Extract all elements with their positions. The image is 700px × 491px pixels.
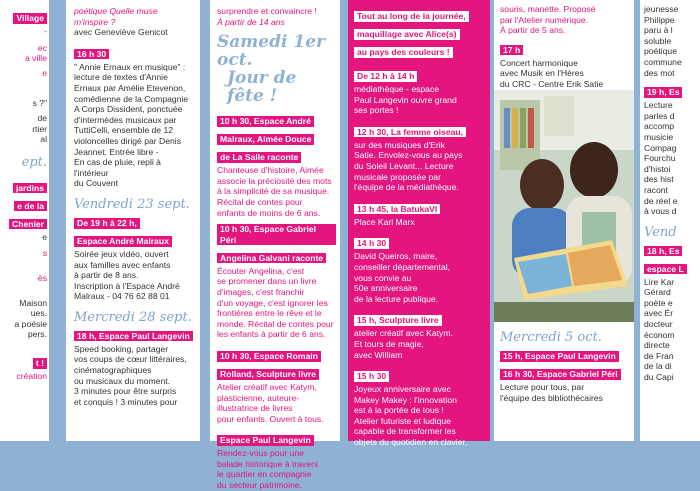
col4-text: Place Karl Marx [354, 216, 415, 227]
col3-event-3-head [217, 346, 336, 382]
col5-line: l'équipe des bibliothécaires [500, 392, 603, 403]
col1-bar: Chenier [9, 219, 47, 230]
col5-line: Lecture pour tous, par [500, 382, 585, 392]
col3-line: du secteur patrimoine. [217, 480, 303, 491]
col5-time-bar: 17 h [500, 45, 523, 56]
col1-bar: e de la [14, 201, 47, 212]
col2-line: ou musicaux du moment. [74, 375, 171, 386]
col3-line: Écouter Angelina, c'est [217, 265, 305, 276]
col6-line: Gérard [644, 287, 671, 298]
col1-text: s ?" [32, 98, 47, 109]
col3-intro: surprendre et convaincre ! [217, 6, 317, 16]
col3-event-title: 10 h 30, Espace Gabriel Péri [217, 224, 336, 245]
col3-event-2-head [217, 224, 336, 266]
col6-line: parles d [644, 110, 675, 121]
col3-day-subheading: Jour de fête ! [227, 68, 297, 107]
col6-line: des mot [644, 67, 675, 78]
col3-line: Récital de contes pour [217, 196, 303, 207]
col2-time-bar: 16 h 30 [74, 49, 109, 60]
col6-text [644, 4, 700, 78]
col1-text: pers. [27, 329, 47, 340]
col1-text: e [42, 231, 47, 242]
col4-line: 50e anniversaire [354, 283, 418, 294]
col6-time-bar: 18 h, Es [644, 246, 682, 257]
col1-text: ues. [30, 308, 47, 319]
col4-line: l'équipe de la médiathèque. [354, 182, 459, 193]
col4-heading-line: Tout au long de la journée, [354, 11, 469, 22]
col4-line: objets du quotidien en clavier, [354, 437, 468, 448]
col4-time-bar: De 12 h à 14 h [354, 71, 417, 82]
col4-line: Satie. Envolez-vous au pays [354, 150, 463, 161]
col5-block [500, 382, 630, 403]
col4-line: Makey Makey : l'innovation [354, 394, 457, 405]
col4-line: Et tours de magie, [354, 338, 424, 349]
col3-event-title: Malraux, Aimée Douce [217, 134, 314, 145]
col6-line: directe [644, 340, 670, 351]
col3-line: frontières entre le rêve et le [217, 308, 322, 319]
col5-time-bar: 16 h 30, Espace Gabriel Péri [500, 369, 621, 380]
col4-block [354, 84, 486, 116]
col1-bar: jardins [13, 183, 47, 194]
col3-line: balade historique à travers [217, 458, 319, 469]
col4-line: Paul Langevin ouvre grand [354, 94, 457, 105]
col6-line: musicie [644, 131, 674, 142]
col1-text: a poésie [14, 318, 47, 329]
col4-line: Atelier futuriste et ludique [354, 415, 451, 426]
col1-text: ec [37, 42, 47, 53]
col6-line: Lire Kar [644, 276, 675, 287]
col1-text: ès [37, 272, 47, 283]
col5-line: À partir de 5 ans. [500, 25, 566, 36]
col2-line: 3 minutes pour être surpris [74, 386, 177, 397]
col1-text: - [44, 26, 47, 36]
col1-day-heading: ept. [21, 154, 47, 170]
col6-line: de Fran [644, 350, 674, 361]
col6-line: poète e [644, 297, 673, 308]
col6-line: Philippe [644, 14, 675, 25]
col3-line: à la simplicité de sa musique. [217, 186, 330, 197]
col4-line: capable de transformer les [354, 426, 456, 437]
col1-village-bar: Village [13, 13, 47, 24]
col6-line: avec Ér [644, 308, 674, 319]
col4-line: atelier créatif avec Katym. [354, 328, 453, 339]
col1-text: création [16, 370, 47, 381]
col4-block [354, 251, 486, 304]
col3-event-4-head: Espace Paul Langevin [217, 435, 314, 446]
col1-text: de [37, 112, 47, 123]
col5-line: du CRC - Centre Erik Satie [500, 78, 604, 89]
col6-line: de réel e [644, 195, 678, 206]
col3-event-3-body [217, 382, 336, 424]
col6-line: Compag [644, 142, 677, 153]
col6-text [644, 277, 700, 383]
col3-intro: À partir de 14 ans [217, 16, 285, 27]
col1-bar: t ! [33, 358, 47, 369]
col3-event-title: Rolland, Sculpture livre [217, 369, 319, 380]
col4-time-bar: 12 h 30, La femme oiseau, [354, 127, 466, 138]
col3-line: se promener dans un livre [217, 276, 317, 287]
col2-block-3 [74, 344, 196, 408]
col3-line: le quartier en compagnie [217, 469, 312, 480]
col3-event-title: 10 h 30, Espace Romain [217, 351, 321, 362]
col3-event-4-body [217, 448, 336, 490]
col1-text: al [40, 134, 47, 145]
col4-line: sur des musiques d'Erik [354, 139, 445, 150]
col6-line: des hist [644, 174, 674, 185]
col4-line: David Queiros, maire, [354, 251, 438, 262]
col3-event-2-body [217, 266, 336, 340]
col6-line: à vous d [644, 206, 677, 217]
col4-line: du Soleil Levant... Lecture [354, 160, 454, 171]
col4-time-bar: 14 h 30 [354, 238, 389, 249]
col6-time-bar: espace L [644, 264, 687, 275]
col4-block [354, 140, 486, 193]
col4-line: ses portes ! [354, 105, 399, 116]
col2-line: " Annie Ernaux en musique" : [74, 61, 186, 72]
col6-line: du Capi [644, 372, 674, 383]
col5-time-bar: 15 h, Espace Paul Langevin [500, 351, 619, 362]
col4-line: médiathèque - espace [354, 84, 440, 94]
col3-line: Rendez-vous pour une [217, 448, 304, 459]
col3-line: Atelier créatif avec Katym, [217, 381, 317, 392]
col1-text: a ville [25, 53, 47, 64]
col4-block [354, 328, 486, 360]
col6-line: paru à l [644, 25, 673, 36]
col2-day-heading: Mercredi 28 sept. [74, 309, 192, 325]
col4-heading-line: au pays des couleurs ! [354, 47, 453, 58]
col2-line: lecture de textes d'Annie [74, 72, 168, 83]
col5-day-heading: Mercredi 5 oct. [500, 330, 602, 345]
col4-block [354, 384, 486, 448]
col2-line: aux familles avec enfants [74, 259, 171, 270]
col3-day-heading: Samedi 1er oct. [217, 32, 325, 71]
col2-time-bar: De 19 h à 22 h, [74, 218, 140, 229]
col3-line: pour enfants. Ouvert à tous. [217, 413, 324, 424]
col2-line: comédienne de la Compagnie [74, 93, 189, 104]
col6-line: jeunesse [644, 4, 679, 14]
col3-event-1-head [217, 111, 336, 165]
col2-line: Inscription à l'Espace André [74, 280, 180, 291]
col5-block [500, 58, 630, 90]
col5-line: par l'Atelier numérique. [500, 14, 589, 25]
col2-intro: m'inspire ? [74, 16, 116, 27]
col6-line: racont [644, 184, 668, 195]
col2-line: En cas de pluie, repli à l'intérieur [74, 157, 161, 178]
column-6 [640, 0, 700, 441]
col4-heading-line: maquillage avec Alice(s) [354, 29, 460, 40]
col2-line: Malraux - 04 76 62 88 01 [74, 291, 170, 302]
col6-text [644, 100, 700, 217]
col4-time-bar: 15 h 30 [354, 371, 389, 382]
col2-place-bar: Espace André Malraux [74, 236, 172, 247]
col6-line: poétique [644, 46, 677, 57]
col5-top-text [500, 4, 630, 36]
column-3 [210, 0, 340, 491]
col3-line: illustratrice de livres [217, 403, 293, 414]
col4-line: vous convie au [354, 272, 412, 283]
col2-line: Speed booking, partager [74, 343, 169, 354]
col4-line: avec William [354, 349, 403, 360]
column-4 [348, 0, 490, 448]
col2-line: violoncelles dirigé par Denis [74, 135, 181, 146]
col4-time-bar: 15 h, Sculpture livre [354, 315, 442, 326]
col1-text: s [42, 248, 47, 259]
col2-line: A Corps Dissident, ponctuée [74, 104, 183, 115]
col1-text: e [42, 67, 47, 78]
col3-event-title: de La Salle raconte [217, 152, 301, 163]
col3-line: enfants de moins de 6 ans. [217, 207, 321, 218]
col3-event-title: 10 h 30, Espace André [217, 116, 314, 127]
col6-line: Fourchu [644, 153, 676, 164]
col2-block-1 [74, 62, 196, 189]
col6-line: d'histoi [644, 163, 671, 174]
column-5 [494, 0, 634, 441]
col3-line: les enfants à partir de 6 ans. [217, 329, 326, 340]
col1-text: rtier [32, 123, 47, 134]
col4-line: est à la portée de tous ! [354, 405, 444, 416]
col1-text: Maison [19, 297, 47, 308]
col6-line: commune [644, 56, 682, 67]
col2-line: et conquis ! 3 minutes pour [74, 396, 178, 407]
col3-line: monde. Récital de contes pour [217, 318, 334, 329]
col2-line: à partir de 8 ans. [74, 270, 139, 281]
col4-heading [354, 6, 486, 60]
col2-intro: poétique Quelle muse [74, 6, 158, 16]
col3-line: d'un voyage, c'est ignorer les [217, 297, 328, 308]
col2-block-2 [74, 249, 196, 302]
col2-day-heading: Vendredi 23 sept. [74, 196, 190, 212]
col3-event-1-body [217, 165, 336, 218]
col5-line: Concert harmonique [500, 57, 578, 68]
col5-line: avec Musik en l'Hères [500, 68, 584, 79]
column-1 [0, 0, 49, 441]
col2-time-bar: 18 h, Espace Paul Langevin [74, 331, 193, 342]
col4-time-bar: 13 h 45, la BatukaVI [354, 204, 440, 215]
col6-day-heading: Vend [644, 224, 677, 240]
col2-line: Ernaux par Amélie Etevenon, [74, 82, 186, 93]
col2-line: Jeannet. Entrée libre - [74, 146, 159, 157]
col5-line: souris, manette. Proposé [500, 4, 596, 14]
col3-event-title: Angelina Galvani raconte [217, 253, 326, 264]
col2-intro: avec Geneviève Genicot [74, 27, 168, 38]
col2-line: du Couvent [74, 178, 118, 189]
col2-line: d'intermèdes musicaux par [74, 114, 177, 125]
col3-line: d'images, c'est franchir [217, 286, 305, 297]
col3-line: associe la préciosité des mots [217, 175, 332, 186]
col3-line: plasticienne, auteure- [217, 392, 300, 403]
col6-line: soluble [644, 35, 672, 46]
col4-line: conseiller départemental, [354, 261, 451, 272]
col4-line: musicale proposée par [354, 171, 441, 182]
col2-line: cinématographiques [74, 365, 152, 376]
col6-line: docteur [644, 319, 673, 330]
col6-line: de la di [644, 361, 672, 372]
col4-line: Joyeux anniversaire avec [354, 384, 451, 395]
col6-line: Lecture [644, 100, 673, 111]
col6-time-bar: 19 h, Es [644, 87, 682, 98]
col2-line: vos coups de cœur littéraires, [74, 354, 187, 365]
col6-line: économ [644, 329, 675, 340]
children-reading-photo [494, 90, 634, 322]
column-2 [66, 0, 200, 441]
col2-line: TuttiCelli, ensemble de 12 [74, 125, 174, 136]
col2-line: Soirée jeux vidéo, ouvert [74, 248, 169, 259]
col4-line: de la lecture publique. [354, 293, 439, 304]
col3-line: Chanteuse d'histoire, Aimée [217, 165, 324, 176]
col6-line: accomp [644, 121, 675, 132]
